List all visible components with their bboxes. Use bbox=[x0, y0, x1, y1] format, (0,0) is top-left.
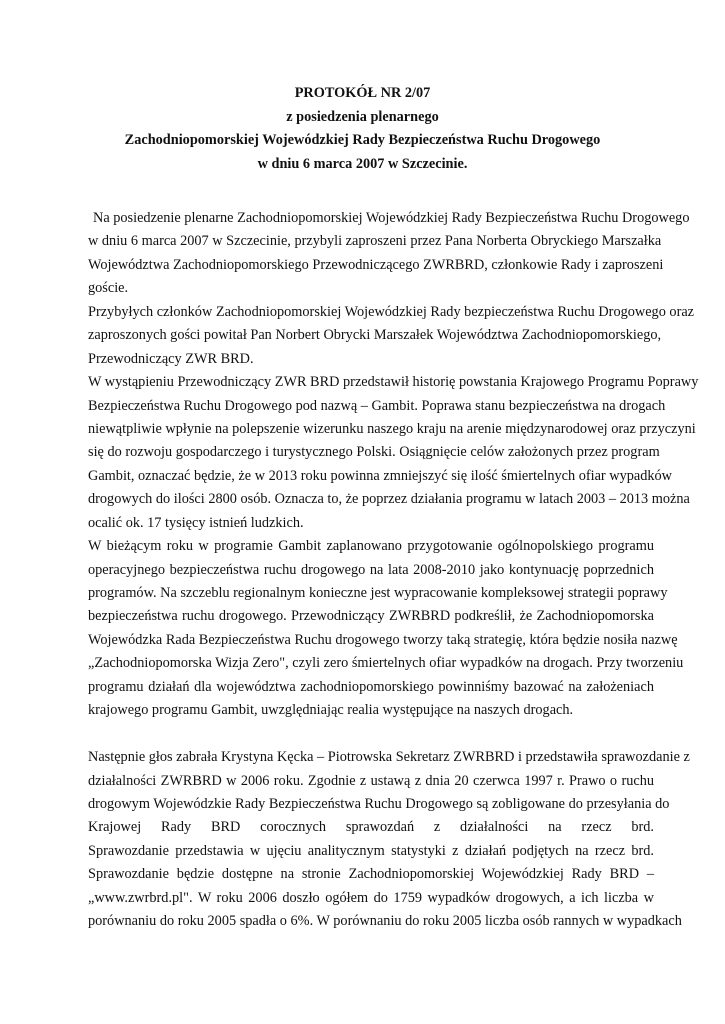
title-date-place: w dniu 6 marca 2007 w Szczecinie. bbox=[257, 155, 468, 172]
text-line: programu działań dla województwa zachodniopomorskiego powinniśmy bazować na założeniach bbox=[88, 678, 654, 695]
text-line: działalności ZWRBRD w 2006 roku. Zgodnie z ustawą z dnia 20 czerwca 1997 r. Prawo o ruchu bbox=[88, 772, 654, 789]
document-title bbox=[0, 82, 725, 176]
text-line: Następnie głos zabrała Krystyna Kęcka – Piotrowska Sekretarz ZWRBRD i przedstawiła sprawozdanie z bbox=[88, 749, 690, 766]
text-line: „www.zwrbrd.pl". W roku 2006 doszło ogółem do 1759 wypadków drogowych, a ich liczba w bbox=[88, 889, 654, 906]
text-line: zaproszonych gości powitał Pan Norbert Obrycki Marszałek Województwa Zachodniopomorskiego, bbox=[88, 327, 662, 344]
text-line: W bieżącym roku w programie Gambit zaplanowano przygotowanie ogólnopolskiego programu bbox=[88, 538, 654, 555]
text-line: Krajowej Rady BRD corocznych sprawozdań z działalności na rzecz brd. bbox=[88, 819, 654, 836]
text-line: Sprawozdanie będzie dostępne na stronie Zachodniopomorskiej Wojewódzkiej Rady BRD – bbox=[88, 866, 654, 883]
title-meeting-type: z posiedzenia plenarnego bbox=[286, 108, 439, 125]
text-line: Województwa Zachodniopomorskiego Przewodniczącego ZWRBRD, członkowie Rady i zaproszeni bbox=[88, 256, 664, 273]
text-line: drogowym Wojewódzkie Rady Bezpieczeństwa Ruchu Drogowego są zobligowane do przesyłania do bbox=[88, 795, 670, 812]
text-line: Przewodniczący ZWR BRD. bbox=[88, 350, 254, 367]
text-line: drogowych do ilości 2800 osób. Oznacza to, że poprzez działania programu w latach 2003 – 2013 można bbox=[88, 491, 690, 508]
text-line: goście. bbox=[88, 280, 129, 297]
text-line: krajowego programu Gambit, uwzględniając realia występujące na naszych drogach. bbox=[88, 702, 574, 719]
text-line: się do rozwoju gospodarczego i turystycznego Polski. Osiągnięcie celów założonych przez program bbox=[88, 444, 660, 461]
paragraph-spacer bbox=[88, 723, 654, 746]
text-line: operacyjnego bezpieczeństwa ruchu drogowego na lata 2008-2010 jako kontynuację poprzednich bbox=[88, 561, 654, 578]
text-line: programów. Na szczeblu regionalnym konieczne jest wypracowanie kompleksowej strategii poprawy bbox=[88, 585, 668, 601]
paragraph-opening bbox=[88, 207, 690, 301]
title-protocol-number: PROTOKÓŁ NR 2/07 bbox=[294, 85, 431, 101]
text-line: Na posiedzenie plenarne Zachodniopomorskiej Wojewódzkiej Rady Bezpieczeństwa Ruchu Drogowego bbox=[93, 210, 690, 226]
text-line: ocalić ok. 17 tysięcy istnień ludzkich. bbox=[88, 514, 304, 531]
paragraph-welcome bbox=[88, 301, 695, 371]
text-line: „Zachodniopomorska Wizja Zero", czyli zero śmiertelnych ofiar wypadków na drogach. Przy tworzeniu bbox=[88, 655, 684, 672]
paragraph-report bbox=[88, 746, 690, 934]
text-line: w dniu 6 marca 2007 w Szczecinie, przybyli zaproszeni przez Pana Norberta Obryckiego Marszałka bbox=[88, 233, 662, 250]
text-line: Bezpieczeństwa Ruchu Drogowego pod nazwą – Gambit. Poprawa stanu bezpieczeństwa na drogach bbox=[88, 397, 666, 414]
paragraph-gambit-history bbox=[88, 371, 699, 535]
text-line: bezpieczeństwa ruchu drogowego. Przewodniczący ZWRBRD podkreślił, że Zachodniopomorska bbox=[88, 608, 654, 625]
paragraph-strategy bbox=[88, 535, 684, 723]
text-line: Sprawozdanie przedstawia w ujęciu analitycznym statystyki z działań podjętych na rzecz brd. bbox=[88, 842, 654, 859]
document-body bbox=[88, 207, 699, 934]
text-line: Wojewódzka Rada Bezpieczeństwa Ruchu drogowego tworzy taką strategię, która będzie nosiła nazwę bbox=[88, 631, 678, 648]
text-line: W wystąpieniu Przewodniczący ZWR BRD przedstawił historię powstania Krajowego Programu Poprawy bbox=[88, 374, 699, 391]
text-line: Przybyłych członków Zachodniopomorskiej Wojewódzkiej Rady bezpieczeństwa Ruchu Drogowego oraz bbox=[88, 303, 695, 320]
title-council-name: Zachodniopomorskiej Wojewódzkiej Rady Bezpieczeństwa Ruchu Drogowego bbox=[124, 132, 601, 148]
text-line: porównaniu do roku 2005 spadła o 6%. W porównaniu do roku 2005 liczba osób rannych w wypadkach bbox=[88, 913, 682, 930]
text-line: niewątpliwie wpłynie na polepszenie wizerunku naszego kraju na arenie międzynarodowej oraz przyczyni bbox=[88, 420, 696, 437]
text-line: Gambit, oznaczać będzie, że w 2013 roku powinna zmniejszyć się ilość śmiertelnych ofiar wypadków bbox=[88, 467, 672, 484]
